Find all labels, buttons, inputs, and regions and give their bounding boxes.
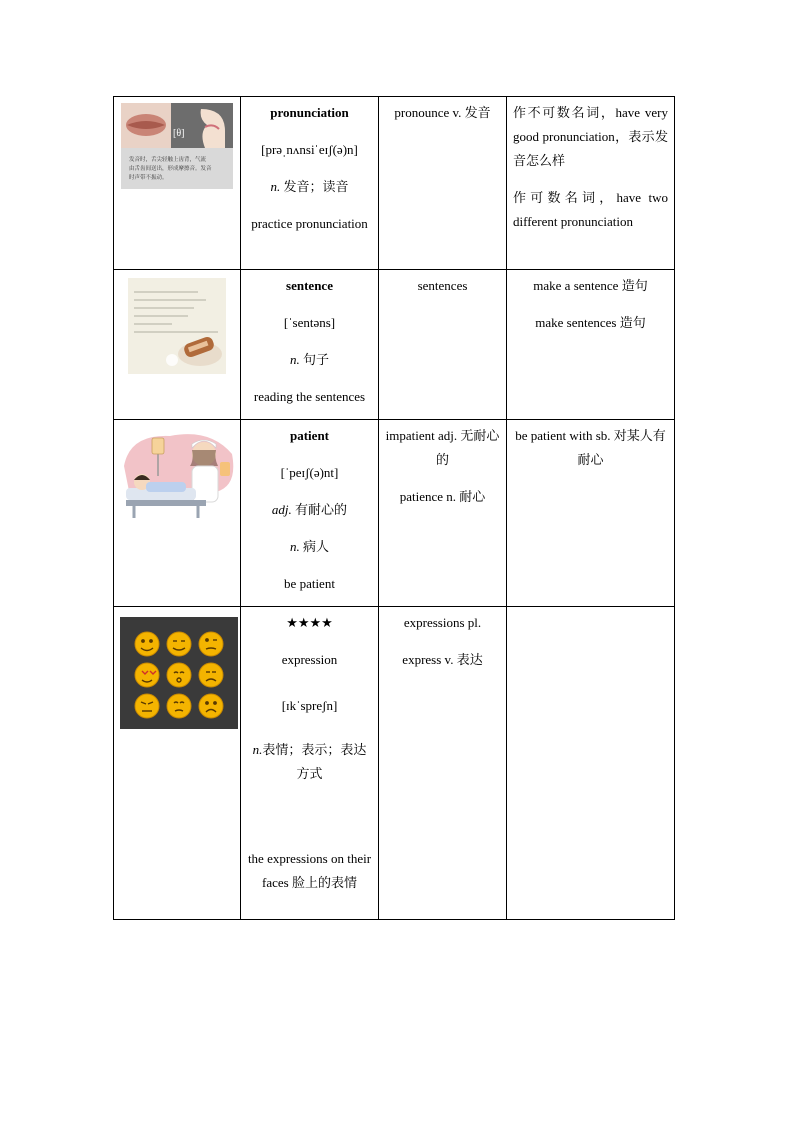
picture-cell (114, 607, 241, 920)
usage-note: 作可数名词，have two different pronunciation (513, 190, 668, 229)
phonetic: [ɪkˈspreʃn] (281, 698, 338, 713)
word-cell (241, 270, 379, 420)
table-row (114, 420, 675, 607)
related-form: sentences (417, 278, 468, 293)
related-form: express v. 表达 (402, 652, 483, 667)
meaning: 发音；读音 (283, 179, 349, 194)
mouth-diagram-image (121, 103, 233, 189)
related-forms-cell (379, 420, 507, 607)
meaning: 病人 (302, 539, 329, 554)
picture-cell (114, 97, 241, 270)
phonetic: [ˈpeɪʃ(ə)nt] (280, 465, 339, 480)
phonetic: [ˈsentəns] (283, 315, 336, 330)
usage-note: be patient with sb. 对某人有耐心 (515, 428, 666, 467)
table-row (114, 97, 675, 270)
example-phrase: the expressions on their faces 脸上的表情 (247, 851, 372, 890)
notebook-pen-image (128, 278, 226, 374)
usage-note: make sentences 造句 (535, 315, 646, 330)
related-forms-cell (379, 97, 507, 270)
usage-note: make a sentence 造句 (533, 278, 648, 293)
example-phrase: be patient (284, 576, 335, 591)
definition (247, 175, 372, 199)
usage-cell (507, 97, 675, 270)
emoji-faces-image (120, 617, 238, 729)
definition (247, 348, 372, 372)
definition (247, 535, 372, 559)
related-form: pronounce v. 发音 (394, 105, 491, 120)
meaning: 表情；表示；表达方式 (262, 742, 367, 781)
importance-stars: ★★★★ (286, 615, 333, 630)
vocab-word: expression (281, 652, 338, 667)
example-phrase: practice pronunciation (251, 216, 368, 231)
meaning: 句子 (302, 352, 329, 367)
table-row (114, 607, 675, 920)
picture-cell (114, 420, 241, 607)
vocabulary-table (113, 96, 675, 920)
usage-cell (507, 607, 675, 920)
vocab-word: sentence (286, 278, 333, 293)
usage-note: 作不可数名词，have very good pronunciation，表示发音怎么样 (513, 105, 668, 168)
related-forms-cell (379, 270, 507, 420)
part-of-speech: n. (289, 539, 300, 554)
svg-text:时声带不振动。: 时声带不振动。 (129, 175, 168, 181)
related-form: patience n. 耐心 (399, 489, 486, 504)
svg-text:发音时，舌尖轻触上齿背，气流: 发音时，舌尖轻触上齿背，气流 (129, 157, 207, 163)
part-of-speech: n. (270, 179, 281, 194)
definition (247, 498, 372, 522)
related-forms-cell (379, 607, 507, 920)
part-of-speech: n. (289, 352, 300, 367)
word-cell (241, 420, 379, 607)
phonetic-symbol-caption: [θ] (173, 128, 185, 139)
meaning: 有耐心的 (295, 502, 348, 517)
phonetic: [prəˌnʌnsiˈeɪʃ(ə)n] (261, 142, 358, 157)
picture-cell (114, 270, 241, 420)
table-row (114, 270, 675, 420)
vocab-word: pronunciation (270, 105, 349, 120)
word-cell (241, 97, 379, 270)
usage-cell (507, 270, 675, 420)
related-form: impatient adj. 无耐心的 (385, 428, 500, 467)
part-of-speech: adj. (271, 502, 292, 517)
usage-cell (507, 420, 675, 607)
word-cell (241, 607, 379, 920)
definition (247, 738, 372, 786)
vocab-word: patient (290, 428, 329, 443)
nurse-patient-image (120, 426, 238, 522)
part-of-speech: n. (252, 742, 263, 757)
svg-text:由舌齿间送出，形成摩擦音。发音: 由舌齿间送出，形成摩擦音。发音 (129, 166, 212, 172)
example-phrase: reading the sentences (253, 389, 366, 404)
related-form: expressions pl. (403, 615, 482, 630)
